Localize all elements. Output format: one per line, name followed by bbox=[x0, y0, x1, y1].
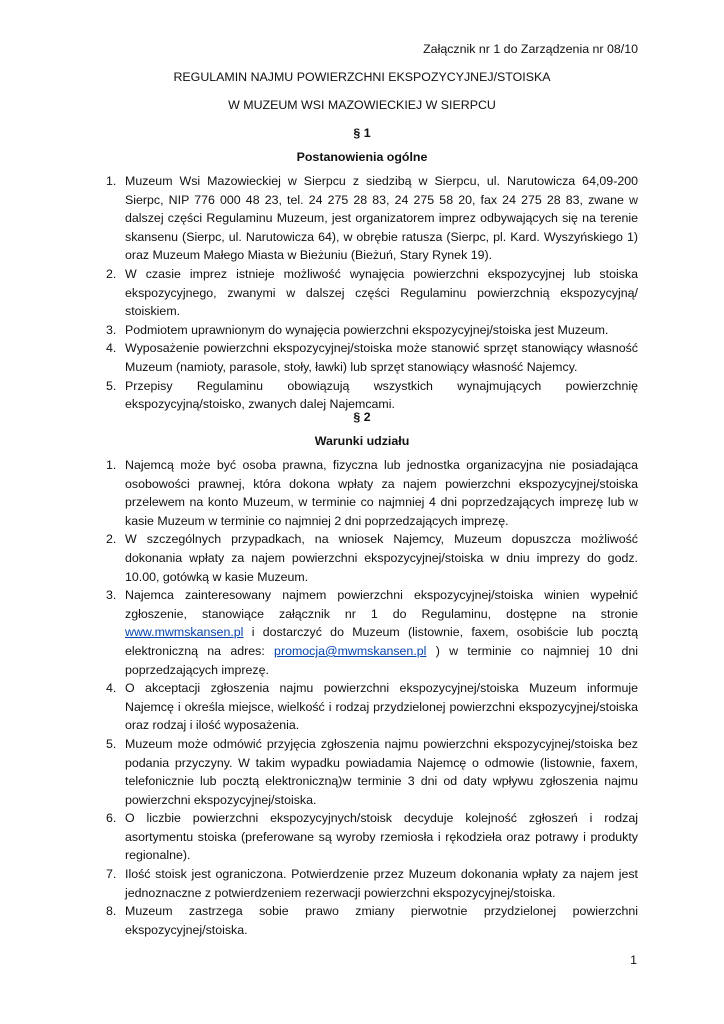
section-1-list bbox=[96, 172, 638, 414]
section-2-list bbox=[96, 456, 638, 939]
list-number: 1. bbox=[106, 458, 117, 472]
document-title: REGULAMIN NAJMU POWIERZCHNI EKSPOZYCYJNEJ/STOISKA bbox=[173, 70, 551, 84]
list-item bbox=[96, 265, 638, 321]
email-link[interactable]: promocja@mwmskansen.pl bbox=[274, 643, 427, 658]
section-2-heading: Warunki udziału bbox=[314, 434, 410, 448]
list-number: 5. bbox=[106, 736, 117, 751]
list-item bbox=[96, 586, 638, 679]
list-text: Muzeum zastrzega sobie prawo zmiany pierwotnie przydzielonej powierzchni ekspozycyjnej/stoiska. bbox=[125, 904, 638, 937]
list-text: ) w terminie co najmniej 10 dni poprzedzających imprezę. bbox=[125, 643, 638, 677]
list-item bbox=[96, 809, 638, 865]
list-number: 3. bbox=[106, 322, 117, 337]
section-2-number: § 2 bbox=[353, 410, 371, 424]
list-number: 6. bbox=[106, 811, 117, 826]
list-number: 8. bbox=[106, 904, 117, 919]
page-number: 1 bbox=[630, 953, 637, 967]
list-text: Wyposażenie powierzchni ekspozycyjnej/stoiska może stanowić sprzęt stanowiący własność Muzeum (namioty, parasole, stoły, ławki) lub sprzęt stanowiący własność Najemcy. bbox=[125, 341, 638, 374]
list-number: 4. bbox=[106, 681, 117, 696]
list-item bbox=[96, 321, 638, 340]
list-number: 4. bbox=[106, 341, 117, 356]
list-number: 3. bbox=[106, 588, 117, 603]
list-item bbox=[96, 172, 638, 265]
list-item bbox=[96, 530, 638, 586]
list-text: Muzeum Wsi Mazowieckiej w Sierpcu z siedzibą w Sierpcu, ul. Narutowicza 64,09-200 Sierpc, NIP 776 000 48 23, tel. 24 275 28 83, 24 275 58 20, fax 24 275 28 83, zwane w dalszej części Regulaminu Muzeum, jest organizatorem imprez odbywających się na terenie skansenu (Sierpc, ul. Narutowicza 64), w obrębie ratusza (Sierpc, pl. Kard. Wyszyńskiego 1) oraz Muzeum Małego Miasta w Bieżuniu (Bieżuń, Stary Rynek 19). bbox=[125, 174, 638, 263]
list-number: 7. bbox=[106, 867, 117, 882]
list-text: Ilość stoisk jest ograniczona. Potwierdzenie przez Muzeum dokonania wpłaty za najem jest jednoznaczne z potwierdzeniem rezerwacji powierzchni ekspozycyjnej/stoiska. bbox=[125, 867, 638, 900]
list-number: 2. bbox=[106, 266, 117, 281]
website-link[interactable]: www.mwmskansen.pl bbox=[125, 625, 244, 640]
list-number: 2. bbox=[106, 532, 117, 547]
list-item bbox=[96, 456, 638, 530]
list-text: O akceptacji zgłoszenia najmu powierzchni ekspozycyjnej/stoiska Muzeum informuje Najemcę i określa miejsce, wielkość i rodzaj przydzielonej powierzchni ekspozycyjnej/stoiska oraz rodzaj i ilość wyposażenia. bbox=[125, 681, 638, 733]
list-item bbox=[96, 902, 638, 939]
list-text: Muzeum może odmówić przyjęcia zgłoszenia najmu powierzchni ekspozycyjnej/stoiska bez podania przyczyny. W takim wypadku powiadamia Najemcę o odmowie (listownie, faxem, telefonicznie lub pocztą elektroniczną)w terminie 3 dni od daty wpływu zgłoszenia najmu powierzchni ekspozycyjnej/stoiska. bbox=[125, 736, 638, 807]
list-text: W szczególnych przypadkach, na wniosek Najemcy, Muzeum dopuszcza możliwość dokonania wpłaty za najem powierzchni ekspozycyjnej/stoiska w dniu imprezy do godz. 10.00, gotówką w kasie Muzeum. bbox=[125, 532, 638, 584]
list-item bbox=[96, 679, 638, 735]
list-text: Najemcą może być osoba prawna, fizyczna lub jednostka organizacyjna nie posiadająca osobowości prawnej, która dokona wpłaty za najem powierzchni ekspozycyjnej/stoiska przelewem na konto Muzeum, w terminie co najmniej 4 dni poprzedzających imprezę lub w kasie Muzeum w terminie co najmniej 2 dni poprzedzających imprezę. bbox=[125, 458, 638, 528]
list-number: 5. bbox=[106, 378, 117, 393]
list-text: W czasie imprez istnieje możliwość wynajęcia powierzchni ekspozycyjnej lub stoiska ekspozycyjnego, zwanymi w dalszej części Regulaminu powierzchnią ekspozycyjną/ stoiskiem. bbox=[125, 266, 638, 319]
section-1-heading: Postanowienia ogólne bbox=[296, 150, 428, 164]
list-text: i dostarczyć do Muzeum (listownie, faxem, osobiście lub pocztą elektroniczną na adres: bbox=[125, 625, 638, 658]
list-item bbox=[96, 865, 638, 902]
list-item bbox=[96, 339, 638, 376]
list-text: Przepisy Regulaminu obowiązują wszystkich wynajmujących powierzchnię ekspozycyjną/stoisko, zwanych dalej Najemcami. bbox=[125, 378, 638, 412]
list-text: Podmiotem uprawnionym do wynajęcia powierzchni ekspozycyjnej/stoiska jest Muzeum. bbox=[125, 322, 609, 337]
section-1-number: § 1 bbox=[353, 126, 371, 140]
list-item bbox=[96, 735, 638, 809]
attachment-note: Załącznik nr 1 do Zarządzenia nr 08/10 bbox=[423, 42, 638, 56]
list-text: O liczbie powierzchni ekspozycyjnych/stoisk decyduje kolejność zgłoszeń i rodzaj asortymentu stoiska (preferowane są wyroby rzemiosła i rękodzieła oraz potrawy i produkty regionalne). bbox=[125, 811, 638, 863]
document-subtitle: W MUZEUM WSI MAZOWIECKIEJ W SIERPCU bbox=[228, 98, 496, 112]
list-text: Najemca zainteresowany najmem powierzchni ekspozycyjnej/stoiska winien wypełnić zgłoszenie, stanowiące załącznik nr 1 do Regulaminu, dostępne na stronie bbox=[125, 588, 638, 621]
list-number: 1. bbox=[106, 174, 117, 188]
